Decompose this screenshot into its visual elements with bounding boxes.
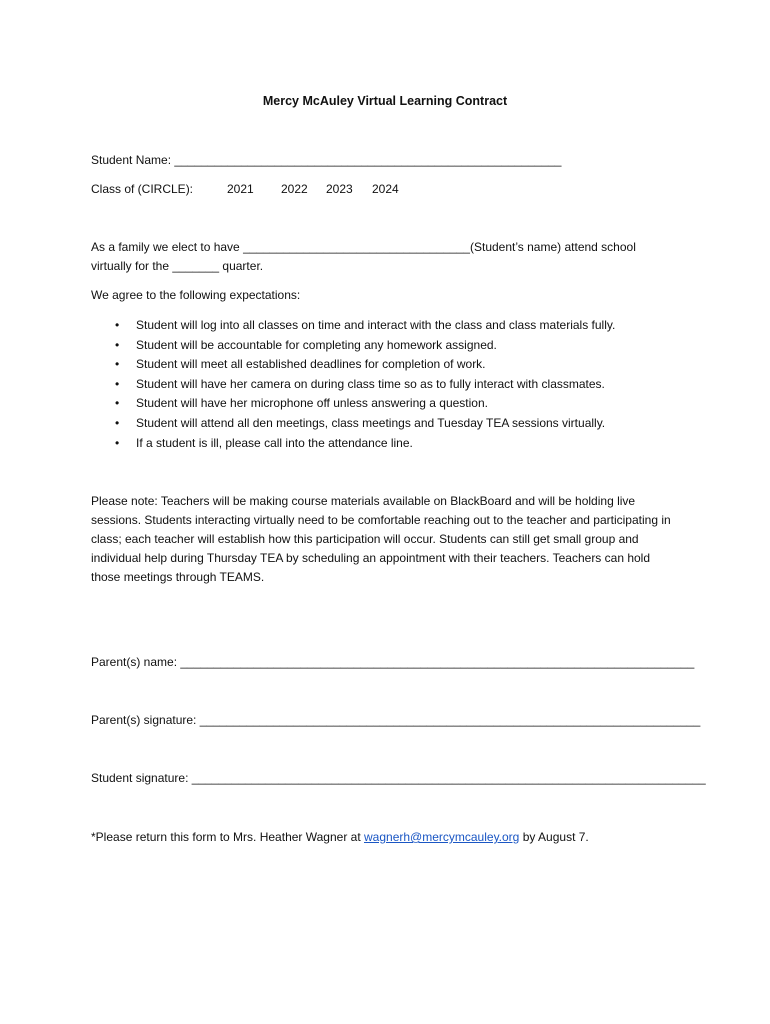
list-item	[91, 434, 615, 454]
expectation-text: If a student is ill, please call into the attendance line.	[136, 435, 413, 450]
list-item	[91, 355, 615, 375]
bullet-icon: •	[115, 396, 120, 411]
note-paragraph: Please note: Teachers will be making course materials available on BlackBoard and will be holding live sessions. Students interacting virtually need to be comfortable reaching out to the teacher and participating in class; each teacher will establish how this participation will occur. Students can still get small group and individual help during Thursday TEA by scheduling an appointment with their teachers. Teachers can hold those meetings through TEAMS.	[91, 494, 671, 584]
bullet-icon: •	[115, 357, 120, 372]
expectation-text: Student will be accountable for completing any homework assigned.	[136, 337, 497, 352]
expectation-text: Student will meet all established deadlines for completion of work.	[136, 357, 486, 372]
parent-name-line: Parent(s) name: _____________________________________________________________________________	[91, 655, 695, 669]
list-item	[91, 394, 615, 414]
list-item	[91, 336, 615, 356]
email-link[interactable]: wagnerh@mercymcauley.org	[364, 830, 520, 844]
student-name-label: Student Name:	[91, 153, 172, 167]
document-title: Mercy McAuley Virtual Learning Contract	[262, 94, 508, 108]
return-prefix: *Please return this form to Mrs. Heather Wagner at	[91, 830, 364, 844]
class-of-label: Class of (CIRCLE):	[91, 182, 194, 196]
list-item	[91, 414, 615, 434]
bullet-icon: •	[115, 435, 120, 450]
expectation-text: Student will attend all den meetings, class meetings and Tuesday TEA sessions virtually.	[136, 415, 606, 430]
bullet-icon: •	[115, 376, 120, 391]
expectations-list	[91, 316, 615, 453]
list-item	[91, 316, 615, 336]
student-name-line	[91, 153, 561, 167]
student-name-blank: __________________________________________________________	[174, 153, 562, 167]
year-option-2023: 2023	[326, 182, 353, 196]
expectation-text: Student will have her microphone off unless answering a question.	[136, 396, 488, 411]
student-signature-line: Student signature: _____________________________________________________________________________	[91, 771, 706, 785]
expectation-text: Student will log into all classes on time and interact with the class and class materials fully.	[136, 318, 616, 332]
return-suffix: by August 7.	[519, 830, 589, 844]
expectations-intro: We agree to the following expectations:	[91, 288, 301, 302]
bullet-icon: •	[115, 337, 120, 352]
parent-signature-line: Parent(s) signature: ___________________________________________________________________________	[91, 713, 701, 727]
family-election-line-2: virtually for the _______ quarter.	[91, 259, 264, 273]
return-instructions	[91, 830, 589, 844]
family-election-line-1: As a family we elect to have __________________________________(Student’s name) attend school	[91, 240, 636, 254]
bullet-icon: •	[115, 415, 120, 430]
year-option-2022: 2022	[281, 182, 308, 196]
bullet-icon: •	[115, 318, 120, 332]
class-of-line	[91, 182, 491, 200]
year-option-2024: 2024	[372, 182, 399, 196]
expectation-text: Student will have her camera on during class time so as to fully interact with classmates.	[136, 376, 605, 391]
year-option-2021: 2021	[227, 182, 254, 196]
list-item	[91, 375, 615, 395]
